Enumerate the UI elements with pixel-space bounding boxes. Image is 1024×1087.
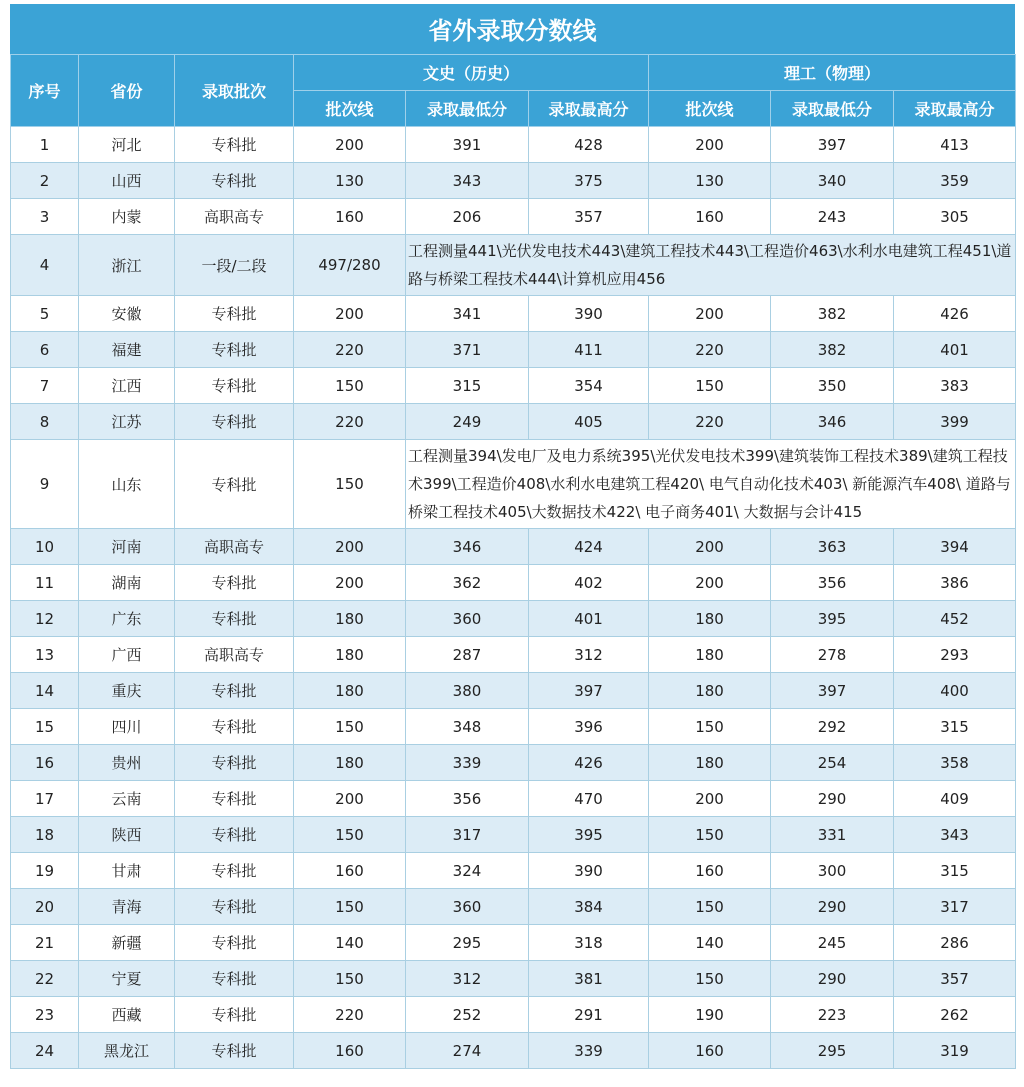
- cell-arts-line: 497/280: [294, 235, 406, 296]
- cell-batch: 专科批: [175, 1033, 294, 1069]
- header-group-science: 理工（物理）: [649, 55, 1016, 91]
- cell-science-min: 290: [771, 781, 894, 817]
- cell-arts-min: 339: [406, 745, 529, 781]
- cell-arts-min: 324: [406, 853, 529, 889]
- cell-batch: 专科批: [175, 997, 294, 1033]
- cell-science-line: 150: [649, 817, 771, 853]
- cell-index: 5: [11, 296, 79, 332]
- cell-batch: 专科批: [175, 709, 294, 745]
- cell-province: 河北: [79, 127, 175, 163]
- cell-batch: 专科批: [175, 673, 294, 709]
- table-row: [11, 673, 1016, 709]
- table-row: [11, 565, 1016, 601]
- cell-arts-max: 470: [529, 781, 649, 817]
- cell-science-min: 254: [771, 745, 894, 781]
- cell-science-line: 200: [649, 296, 771, 332]
- cell-arts-max: 401: [529, 601, 649, 637]
- table-row: [11, 853, 1016, 889]
- cell-arts-max: 405: [529, 404, 649, 440]
- cell-science-min: 290: [771, 889, 894, 925]
- cell-science-line: 180: [649, 745, 771, 781]
- cell-major-scores-note: 工程测量441\光伏发电技术443\建筑工程技术443\工程造价463\水利水电建筑工程451\道路与桥梁工程技术444\计算机应用456: [406, 235, 1016, 296]
- cell-science-max: 286: [894, 925, 1016, 961]
- cell-batch: 专科批: [175, 961, 294, 997]
- cell-science-max: 343: [894, 817, 1016, 853]
- cell-index: 3: [11, 199, 79, 235]
- table-row: [11, 440, 1016, 529]
- cell-science-max: 319: [894, 1033, 1016, 1069]
- cell-science-max: 413: [894, 127, 1016, 163]
- cell-arts-line: 220: [294, 404, 406, 440]
- table-row: [11, 235, 1016, 296]
- cell-arts-min: 356: [406, 781, 529, 817]
- cell-arts-line: 150: [294, 961, 406, 997]
- cell-science-max: 357: [894, 961, 1016, 997]
- cell-province: 广东: [79, 601, 175, 637]
- table-row: [11, 127, 1016, 163]
- cell-arts-line: 150: [294, 440, 406, 529]
- cell-index: 20: [11, 889, 79, 925]
- cell-province: 四川: [79, 709, 175, 745]
- cell-index: 12: [11, 601, 79, 637]
- cell-batch: 专科批: [175, 745, 294, 781]
- cell-arts-line: 160: [294, 1033, 406, 1069]
- cell-science-max: 317: [894, 889, 1016, 925]
- table-row: [11, 199, 1016, 235]
- cell-index: 15: [11, 709, 79, 745]
- table-row: [11, 709, 1016, 745]
- cell-science-line: 150: [649, 368, 771, 404]
- header-arts-max: 录取最高分: [529, 91, 649, 127]
- table-row: [11, 817, 1016, 853]
- cell-province: 贵州: [79, 745, 175, 781]
- cell-arts-min: 360: [406, 889, 529, 925]
- cell-batch: 专科批: [175, 440, 294, 529]
- cell-province: 甘肃: [79, 853, 175, 889]
- cell-science-max: 305: [894, 199, 1016, 235]
- cell-arts-line: 180: [294, 637, 406, 673]
- cell-arts-max: 291: [529, 997, 649, 1033]
- cell-province: 江西: [79, 368, 175, 404]
- cell-index: 6: [11, 332, 79, 368]
- header-science-line: 批次线: [649, 91, 771, 127]
- cell-index: 22: [11, 961, 79, 997]
- cell-science-min: 295: [771, 1033, 894, 1069]
- cell-arts-min: 274: [406, 1033, 529, 1069]
- cell-batch: 专科批: [175, 332, 294, 368]
- cell-province: 黑龙江: [79, 1033, 175, 1069]
- cell-arts-min: 362: [406, 565, 529, 601]
- header-science-max: 录取最高分: [894, 91, 1016, 127]
- cell-arts-min: 252: [406, 997, 529, 1033]
- header-group-arts: 文史（历史）: [294, 55, 649, 91]
- cell-arts-max: 390: [529, 853, 649, 889]
- table-row: [11, 601, 1016, 637]
- table-row: [11, 745, 1016, 781]
- cell-arts-max: 381: [529, 961, 649, 997]
- cell-arts-max: 426: [529, 745, 649, 781]
- cell-science-line: 200: [649, 781, 771, 817]
- cell-science-line: 200: [649, 529, 771, 565]
- table-row: [11, 529, 1016, 565]
- cell-batch: 专科批: [175, 925, 294, 961]
- cell-province: 陕西: [79, 817, 175, 853]
- cell-arts-max: 428: [529, 127, 649, 163]
- cell-arts-max: 390: [529, 296, 649, 332]
- cell-science-line: 140: [649, 925, 771, 961]
- table-row: [11, 925, 1016, 961]
- cell-arts-min: 341: [406, 296, 529, 332]
- cell-batch: 专科批: [175, 853, 294, 889]
- table-row: [11, 961, 1016, 997]
- table-row: [11, 163, 1016, 199]
- cell-arts-max: 411: [529, 332, 649, 368]
- cell-arts-min: 371: [406, 332, 529, 368]
- cell-arts-line: 150: [294, 817, 406, 853]
- cell-arts-min: 346: [406, 529, 529, 565]
- table-row: [11, 889, 1016, 925]
- cell-science-min: 350: [771, 368, 894, 404]
- cell-science-max: 399: [894, 404, 1016, 440]
- table-title: 省外录取分数线: [10, 4, 1015, 54]
- cell-province: 河南: [79, 529, 175, 565]
- cell-index: 19: [11, 853, 79, 889]
- cell-arts-line: 200: [294, 781, 406, 817]
- cell-index: 11: [11, 565, 79, 601]
- cell-province: 宁夏: [79, 961, 175, 997]
- cell-science-max: 262: [894, 997, 1016, 1033]
- cell-science-min: 382: [771, 296, 894, 332]
- cell-arts-max: 375: [529, 163, 649, 199]
- cell-arts-max: 339: [529, 1033, 649, 1069]
- header-arts-line: 批次线: [294, 91, 406, 127]
- cell-arts-line: 220: [294, 332, 406, 368]
- cell-science-max: 293: [894, 637, 1016, 673]
- cell-arts-max: 357: [529, 199, 649, 235]
- cell-arts-line: 150: [294, 889, 406, 925]
- cell-science-line: 160: [649, 1033, 771, 1069]
- cell-arts-min: 380: [406, 673, 529, 709]
- cell-science-min: 340: [771, 163, 894, 199]
- cell-science-line: 180: [649, 673, 771, 709]
- cell-index: 7: [11, 368, 79, 404]
- cell-arts-min: 249: [406, 404, 529, 440]
- cell-batch: 高职高专: [175, 637, 294, 673]
- cell-province: 安徽: [79, 296, 175, 332]
- cell-arts-min: 315: [406, 368, 529, 404]
- cell-index: 13: [11, 637, 79, 673]
- cell-arts-max: 354: [529, 368, 649, 404]
- cell-province: 云南: [79, 781, 175, 817]
- cell-science-min: 363: [771, 529, 894, 565]
- cell-index: 21: [11, 925, 79, 961]
- table-row: [11, 1033, 1016, 1069]
- cell-science-line: 220: [649, 404, 771, 440]
- cell-arts-min: 391: [406, 127, 529, 163]
- cell-province: 重庆: [79, 673, 175, 709]
- cell-arts-line: 160: [294, 853, 406, 889]
- cell-batch: 专科批: [175, 781, 294, 817]
- cell-arts-min: 312: [406, 961, 529, 997]
- cell-batch: 高职高专: [175, 529, 294, 565]
- cell-index: 24: [11, 1033, 79, 1069]
- table-row: [11, 368, 1016, 404]
- cell-province: 山东: [79, 440, 175, 529]
- cell-science-min: 300: [771, 853, 894, 889]
- cell-science-max: 386: [894, 565, 1016, 601]
- cell-arts-line: 200: [294, 296, 406, 332]
- header-province: 省份: [79, 55, 175, 127]
- cell-batch: 专科批: [175, 127, 294, 163]
- cell-arts-min: 348: [406, 709, 529, 745]
- cell-arts-line: 180: [294, 673, 406, 709]
- cell-science-line: 180: [649, 637, 771, 673]
- cell-science-line: 150: [649, 889, 771, 925]
- cell-batch: 专科批: [175, 368, 294, 404]
- cell-batch: 高职高专: [175, 199, 294, 235]
- table-body: [11, 127, 1016, 1069]
- header-index: 序号: [11, 55, 79, 127]
- cell-science-line: 150: [649, 961, 771, 997]
- cell-batch: 专科批: [175, 601, 294, 637]
- cell-batch: 专科批: [175, 404, 294, 440]
- table-row: [11, 332, 1016, 368]
- cell-index: 16: [11, 745, 79, 781]
- cell-arts-max: 397: [529, 673, 649, 709]
- cell-science-line: 160: [649, 853, 771, 889]
- cell-science-max: 358: [894, 745, 1016, 781]
- cell-science-line: 160: [649, 199, 771, 235]
- table-row: [11, 997, 1016, 1033]
- cell-arts-max: 384: [529, 889, 649, 925]
- cell-arts-max: 395: [529, 817, 649, 853]
- cell-arts-max: 318: [529, 925, 649, 961]
- admission-score-table: [10, 54, 1016, 1069]
- cell-science-line: 200: [649, 127, 771, 163]
- cell-science-min: 292: [771, 709, 894, 745]
- cell-arts-max: 424: [529, 529, 649, 565]
- cell-batch: 专科批: [175, 889, 294, 925]
- cell-science-max: 315: [894, 853, 1016, 889]
- cell-province: 内蒙: [79, 199, 175, 235]
- cell-arts-line: 150: [294, 709, 406, 745]
- cell-index: 23: [11, 997, 79, 1033]
- cell-science-line: 190: [649, 997, 771, 1033]
- cell-arts-line: 150: [294, 368, 406, 404]
- cell-science-max: 383: [894, 368, 1016, 404]
- cell-science-min: 290: [771, 961, 894, 997]
- cell-science-min: 382: [771, 332, 894, 368]
- cell-science-max: 394: [894, 529, 1016, 565]
- cell-province: 新疆: [79, 925, 175, 961]
- cell-science-max: 359: [894, 163, 1016, 199]
- cell-arts-line: 200: [294, 529, 406, 565]
- cell-science-line: 220: [649, 332, 771, 368]
- cell-science-min: 397: [771, 673, 894, 709]
- cell-index: 17: [11, 781, 79, 817]
- cell-arts-max: 312: [529, 637, 649, 673]
- cell-index: 18: [11, 817, 79, 853]
- cell-science-line: 200: [649, 565, 771, 601]
- cell-science-line: 150: [649, 709, 771, 745]
- cell-batch: 专科批: [175, 296, 294, 332]
- cell-batch: 一段/二段: [175, 235, 294, 296]
- cell-science-max: 426: [894, 296, 1016, 332]
- cell-arts-line: 200: [294, 565, 406, 601]
- cell-arts-min: 287: [406, 637, 529, 673]
- cell-province: 山西: [79, 163, 175, 199]
- cell-arts-line: 140: [294, 925, 406, 961]
- cell-province: 湖南: [79, 565, 175, 601]
- cell-province: 广西: [79, 637, 175, 673]
- cell-science-line: 130: [649, 163, 771, 199]
- cell-arts-line: 160: [294, 199, 406, 235]
- cell-index: 2: [11, 163, 79, 199]
- header-batch: 录取批次: [175, 55, 294, 127]
- cell-science-line: 180: [649, 601, 771, 637]
- cell-science-max: 315: [894, 709, 1016, 745]
- cell-major-scores-note: 工程测量394\发电厂及电力系统395\光伏发电技术399\建筑装饰工程技术389\建筑工程技术399\工程造价408\水利水电建筑工程420\ 电气自动化技术403\ 新能源汽车408\ 道路与桥梁工程技术405\大数据技术422\ 电子商务401\ 大数据与会计415: [406, 440, 1016, 529]
- cell-science-min: 245: [771, 925, 894, 961]
- header-arts-min: 录取最低分: [406, 91, 529, 127]
- cell-index: 8: [11, 404, 79, 440]
- cell-arts-max: 402: [529, 565, 649, 601]
- table-row: [11, 637, 1016, 673]
- cell-index: 10: [11, 529, 79, 565]
- cell-science-max: 452: [894, 601, 1016, 637]
- cell-province: 福建: [79, 332, 175, 368]
- cell-province: 浙江: [79, 235, 175, 296]
- cell-arts-line: 180: [294, 601, 406, 637]
- cell-batch: 专科批: [175, 565, 294, 601]
- cell-science-min: 223: [771, 997, 894, 1033]
- cell-arts-min: 317: [406, 817, 529, 853]
- table-row: [11, 404, 1016, 440]
- cell-arts-min: 360: [406, 601, 529, 637]
- cell-science-min: 346: [771, 404, 894, 440]
- header-science-min: 录取最低分: [771, 91, 894, 127]
- cell-batch: 专科批: [175, 163, 294, 199]
- table-row: [11, 781, 1016, 817]
- cell-arts-min: 295: [406, 925, 529, 961]
- cell-science-max: 401: [894, 332, 1016, 368]
- cell-arts-min: 343: [406, 163, 529, 199]
- cell-science-min: 356: [771, 565, 894, 601]
- cell-arts-line: 130: [294, 163, 406, 199]
- table-row: [11, 296, 1016, 332]
- cell-science-min: 243: [771, 199, 894, 235]
- score-table-container: [10, 4, 1015, 1069]
- cell-science-min: 331: [771, 817, 894, 853]
- cell-science-max: 409: [894, 781, 1016, 817]
- cell-arts-min: 206: [406, 199, 529, 235]
- cell-science-min: 397: [771, 127, 894, 163]
- cell-science-max: 400: [894, 673, 1016, 709]
- cell-index: 1: [11, 127, 79, 163]
- cell-province: 江苏: [79, 404, 175, 440]
- cell-index: 9: [11, 440, 79, 529]
- cell-arts-line: 200: [294, 127, 406, 163]
- cell-index: 14: [11, 673, 79, 709]
- cell-index: 4: [11, 235, 79, 296]
- cell-science-min: 278: [771, 637, 894, 673]
- cell-batch: 专科批: [175, 817, 294, 853]
- cell-province: 西藏: [79, 997, 175, 1033]
- cell-arts-line: 220: [294, 997, 406, 1033]
- cell-province: 青海: [79, 889, 175, 925]
- cell-arts-max: 396: [529, 709, 649, 745]
- cell-science-min: 395: [771, 601, 894, 637]
- cell-arts-line: 180: [294, 745, 406, 781]
